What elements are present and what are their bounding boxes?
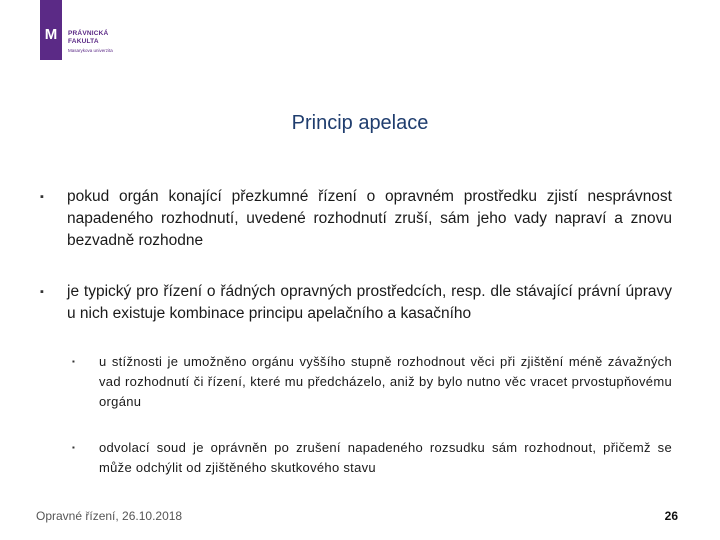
slide-title-text: Princip apelace bbox=[291, 112, 429, 134]
sub-bullet-text: u stížnosti je umožněno orgánu vyššího stupně rozhodnout věci při zjištění méně závažných vad rozhodnutí či řízení, které mu předcházelo, aniž by bylo nutno věc vracet prvostupňovému orgánu bbox=[99, 354, 672, 409]
slide-title bbox=[0, 112, 720, 135]
sub-bullet-item bbox=[72, 352, 672, 412]
bullet-text: je typický pro řízení o řádných opravných prostředcích, resp. dle stávající právní úpravy u nich existuje kombinace principu apelačního a kasačního bbox=[67, 283, 672, 322]
footer-text: Opravné řízení, 26.10.2018 bbox=[36, 509, 183, 523]
bullet-item bbox=[40, 186, 672, 252]
bullet-item bbox=[40, 281, 672, 325]
page-number: 26 bbox=[664, 509, 678, 523]
logo-line-1: PRÁVNICKÁ bbox=[68, 30, 109, 37]
logo-line-2: FAKULTA bbox=[68, 38, 99, 45]
bullet-marker: ▪ bbox=[40, 286, 44, 298]
faculty-logo bbox=[40, 0, 140, 62]
sub-bullet-marker: ▪ bbox=[72, 443, 76, 452]
bullet-text: pokud orgán konající přezkumné řízení o opravném prostředku zjistí nesprávnost napadeného rozhodnutí, uvedené rozhodnutí zruší, sám jeho vady napraví a znovu bezvadně rozhodne bbox=[67, 188, 672, 249]
bullet-marker: ▪ bbox=[40, 191, 44, 203]
sub-bullet-item bbox=[72, 438, 672, 478]
sub-bullet-marker: ▪ bbox=[72, 357, 76, 366]
logo-mark: M bbox=[44, 26, 58, 43]
sub-bullet-text: odvolací soud je oprávněn po zrušení napadeného rozsudku sám rozhodnout, přičemž se může odchýlit od zjištěného skutkového stavu bbox=[99, 440, 672, 475]
logo-line-3: Masarykova univerzita bbox=[68, 48, 113, 53]
